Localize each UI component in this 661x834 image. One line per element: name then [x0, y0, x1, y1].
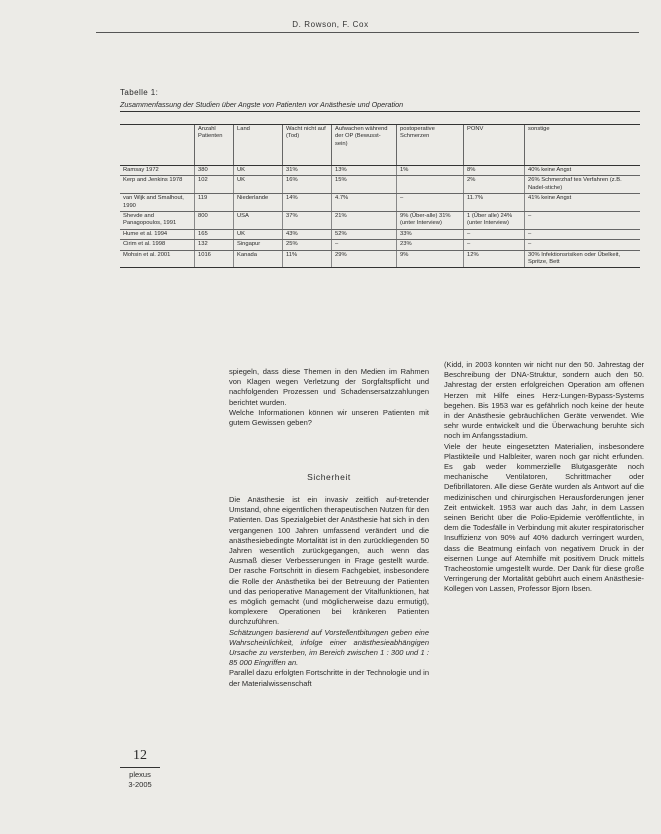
table-cell: 13% — [332, 166, 397, 176]
table-cell: 102 — [195, 176, 234, 194]
table-cell: Singapur — [234, 240, 283, 250]
table-cell: 1016 — [195, 250, 234, 268]
table-cell: 41% keine Angst — [525, 194, 641, 212]
table-header-row — [120, 125, 640, 166]
column-header: Aufwachen während der OP (Bewusst-sein) — [332, 125, 397, 166]
table-cell: 33% — [397, 229, 464, 239]
table-head — [120, 125, 640, 166]
table-cell: 14% — [283, 194, 332, 212]
table-row — [120, 176, 640, 194]
journal-issue: 3-2005 — [128, 779, 152, 789]
table-cell: UK — [234, 229, 283, 239]
table-cell: 4.7% — [332, 194, 397, 212]
table-cell: 9% — [397, 250, 464, 268]
table-cell: 29% — [332, 250, 397, 268]
table-cell: 37% — [283, 212, 332, 230]
table-cell: – — [332, 240, 397, 250]
paragraph: Die Anästhesie ist ein invasiv zeitlich auf-tretender Umstand, ohne eigentlichen therapeutischen Nutzen für den Patienten. Das Spezialgebiet der Anästhesie hat sich in den vergangenen 100 Jahren umfassend verändert und die anästhesiebedingte Mortalität ist in den zurückliegenden 50 Jahren wesentlich zurückgegangen, auch wenn das Ausmaß dieser Verbesserungen in Frage gestellt wurde. Der rasche Fortschritt in diesem Fachgebiet, insbesondere die Rolle der Anästhetika bei der Betreuung der Patienten und das perioperative Management der Vitalfunktionen, hat es möglich gemacht (und möglicherweise dazu ermutigt), komplexere Operationen bei kränkeren Patienten durchzuführen. — [229, 495, 429, 627]
column-header: postoperative Schmerzen — [397, 125, 464, 166]
table-cell: 25% — [283, 240, 332, 250]
table-cell: – — [525, 229, 641, 239]
body-column-left-top — [229, 367, 429, 428]
paragraph: Schätzungen basierend auf Vorstellentbitungen geben eine Wahrscheinlichkeit, infolge einer anästhesieabhängigen Ursache zu versterben, im Bereich zwischen 1 : 300 und 1 : 85 000 Eingriffen an. — [229, 627, 429, 668]
table-cell: Niederlande — [234, 194, 283, 212]
table-cell: 31% — [283, 166, 332, 176]
paragraph: Parallel dazu erfolgten Fortschritte in der Technologie und in der Materialwissenschaft — [229, 668, 429, 688]
paragraph: Viele der heute eingesetzten Materialien, insbesondere Plastikteile und Halbleiter, waren noch gar nicht erfunden. Es gab weder kommerzielle Blutgasgeräte noch mechanische Ventilatoren, Schrittmacher oder Defibrillatoren. Alle diese Geräte wurden als Antwort auf die medizinischen und chirurgischen Herausforderungen jener Zeit entwickelt. 1953 war auch das Jahr, in dem Lassen seinen Bericht über die Polio-Epidemie veröffentlichte, in dem die Todesfälle in Verbindung mit akuter respiratorischer Insuffizienz von 90% auf 40% dadurch verringert wurden, dass die Beatmung einfach von negativem Druck in der eisernen Lunge auf Atemhilfe mit positivem Druck mittels Tracheostomie umgestellt wurde. Der Dank für diese große Verringerung der Mortalität gebührt auch einem Anästhesie-Kollegen von Lassen, Professor Bjorn Ibsen. — [444, 441, 644, 594]
table-cell: UK — [234, 176, 283, 194]
section-heading: Sicherheit — [307, 472, 351, 482]
table-cell: – — [397, 194, 464, 212]
page-number: 12 — [133, 748, 147, 763]
journal-title: plexus — [129, 770, 151, 779]
table-row — [120, 212, 640, 230]
table-cell: 1 (Über alle) 24% (unter Interview) — [464, 212, 525, 230]
table-cell: Kanada — [234, 250, 283, 268]
page-number-rule — [120, 767, 160, 768]
table-caption: Zusammenfassung der Studien über Angste von Patienten vor Anästhesie und Operation — [120, 100, 640, 112]
table-cell: 43% — [283, 229, 332, 239]
paragraph: spiegeln, dass diese Themen in den Medien im Rahmen von Klagen wegen Verletzung der Sorgfaltspflicht und nachfolgenden Prozessen und Schadensersatzzahlungen berichtet wurden. — [229, 367, 429, 407]
table-cell: van Wijk and Smalhout, 1990 — [120, 194, 195, 212]
header-rule — [96, 32, 639, 33]
table-cell: 2% — [464, 176, 525, 194]
table-cell: 30% Infektionsrisiken oder Übelkeit, Spritze, Bett — [525, 250, 641, 268]
table-cell: Ramsay 1972 — [120, 166, 195, 176]
table-cell: 15% — [332, 176, 397, 194]
table-cell: 26% Schmerzhaf tes Verfahren (z.B. Nadel-stiche) — [525, 176, 641, 194]
table-cell: – — [525, 212, 641, 230]
table-cell: USA — [234, 212, 283, 230]
paragraph: (Kidd, in 2003 konnten wir nicht nur den 50. Jahrestag der Beschreibung der DNA-Struktur, sondern auch den 50. Jahrestag der ersten erfolgreichen Operation am offenen Herzen mit Hilfe eines Herz-Lungen-Bypass-Systems begehen. Bis 1953 war es gefährlich noch keine der heute in der Anästhesie gebräuchlichen Geräte verwendet. Wie sehr wurde entwickelt und die Überwachung beruhte sich noch im Anfangsstadium. — [444, 360, 644, 441]
table-cell: 52% — [332, 229, 397, 239]
table-cell: 11% — [283, 250, 332, 268]
table-row — [120, 240, 640, 250]
table-row — [120, 229, 640, 239]
table-cell: 12% — [464, 250, 525, 268]
table-cell: Hume et al. 1994 — [120, 229, 195, 239]
table-cell: Kerp and Jenkins 1978 — [120, 176, 195, 194]
column-header: Anzahl Patienten — [195, 125, 234, 166]
table-cell: Mohsin et al. 2001 — [120, 250, 195, 268]
paragraph: Welche Informationen können wir unseren Patienten mit gutem Gewissen geben? — [229, 407, 429, 428]
table-cell: – — [525, 240, 641, 250]
study-table — [120, 124, 640, 268]
table-cell: 380 — [195, 166, 234, 176]
column-header: PONV — [464, 125, 525, 166]
column-header: sonstige — [525, 125, 641, 166]
page-header: D. Rowson, F. Cox — [292, 20, 369, 29]
table-cell: UK — [234, 166, 283, 176]
table-row — [120, 194, 640, 212]
table-cell: – — [464, 240, 525, 250]
body-column-right — [444, 360, 644, 595]
table-cell — [397, 176, 464, 194]
table-cell: 1% — [397, 166, 464, 176]
body-column-left-bottom — [229, 495, 429, 689]
column-header — [120, 125, 195, 166]
table-cell: Shevde and Panagopoulos, 1991 — [120, 212, 195, 230]
table-cell: Cirim et al. 1998 — [120, 240, 195, 250]
table-row — [120, 250, 640, 268]
table-cell: 132 — [195, 240, 234, 250]
table-row — [120, 166, 640, 176]
table-cell: 11.7% — [464, 194, 525, 212]
table-label: Tabelle 1: — [120, 88, 159, 97]
table-cell: 119 — [195, 194, 234, 212]
table-body — [120, 166, 640, 268]
table-cell: 9% (Über-alle) 31% (unter Interview) — [397, 212, 464, 230]
table-cell: 16% — [283, 176, 332, 194]
table-cell: 40% keine Angst — [525, 166, 641, 176]
journal-name — [120, 770, 160, 789]
column-header: Wacht nicht auf (Tod) — [283, 125, 332, 166]
column-header: Land — [234, 125, 283, 166]
table-cell: 165 — [195, 229, 234, 239]
table-cell: 23% — [397, 240, 464, 250]
table-cell: 8% — [464, 166, 525, 176]
table-cell: – — [464, 229, 525, 239]
table-cell: 21% — [332, 212, 397, 230]
table-cell: 800 — [195, 212, 234, 230]
